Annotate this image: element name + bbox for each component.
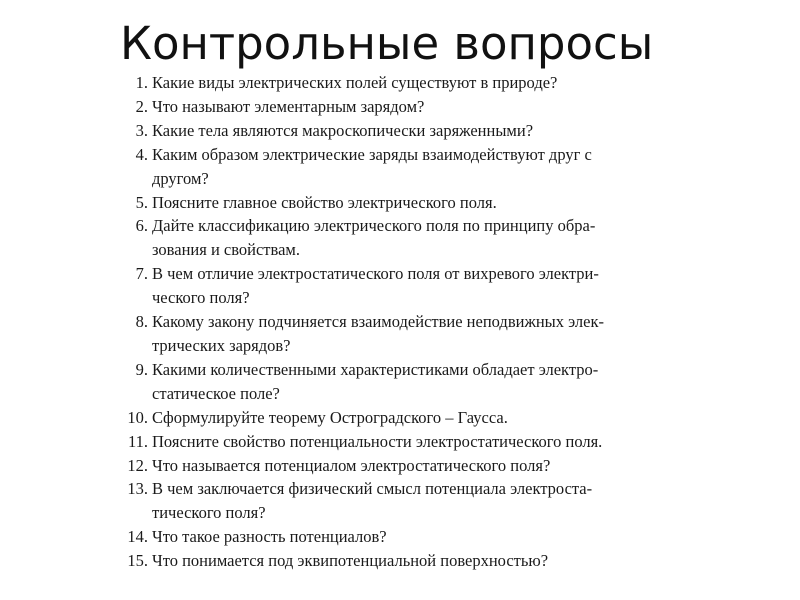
item-number: 9.: [135, 359, 148, 379]
item-text-line: тического поля?: [152, 503, 266, 523]
item-number: 10.: [127, 407, 148, 427]
item-text: Что называется потенциалом электростатического поля?: [152, 455, 551, 475]
list-item: [113, 477, 705, 525]
item-number: 3.: [135, 120, 148, 140]
list-item: [113, 454, 705, 478]
item-number: 4.: [135, 144, 148, 164]
list-item: [113, 549, 705, 573]
item-text-line: трических зарядов?: [152, 335, 291, 355]
item-text-line: Каким образом электрические заряды взаимодействуют друг с: [152, 144, 592, 164]
item-number: 8.: [135, 312, 148, 332]
item-text: Поясните свойство потенциальности электростатического поля.: [152, 431, 603, 451]
item-number: 14.: [127, 527, 148, 547]
item-text-line: В чем отличие электростатического поля от вихревого электри-: [152, 264, 599, 284]
item-text: Поясните главное свойство электрического поля.: [152, 192, 497, 212]
list-item: [113, 262, 705, 310]
item-text-line: другом?: [152, 168, 209, 188]
item-number: 2.: [135, 96, 148, 116]
list-item: [113, 358, 705, 406]
list-item: [113, 143, 705, 191]
item-text: Что такое разность потенциалов?: [152, 527, 387, 547]
list-item: [113, 525, 705, 549]
item-text: Сформулируйте теорему Остроградского – Гаусса.: [152, 407, 508, 427]
item-number: 12.: [127, 455, 148, 475]
item-text: Что понимается под эквипотенциальной поверхностью?: [152, 551, 549, 571]
page-title: Контрольные вопросы: [120, 17, 654, 70]
item-number: 5.: [135, 192, 148, 212]
questions-list: [113, 71, 705, 573]
item-number: 6.: [135, 216, 148, 236]
item-number: 7.: [135, 264, 148, 284]
item-text-line: Дайте классификацию электрического поля по принципу обра-: [152, 216, 596, 236]
list-item: [113, 406, 705, 430]
list-item: [113, 95, 705, 119]
item-number: 15.: [127, 551, 148, 571]
item-text-line: ческого поля?: [152, 288, 250, 308]
item-number: 1.: [135, 73, 148, 92]
item-text-line: статическое поле?: [152, 383, 280, 403]
list-item: [113, 214, 705, 262]
item-text-line: Какими количественными характеристиками обладает электро-: [152, 359, 599, 379]
item-text-line: В чем заключается физический смысл потенциала электроста-: [152, 479, 593, 499]
item-text-line: Какому закону подчиняется взаимодействие неподвижных элек-: [152, 312, 604, 332]
item-text-line: зования и свойствам.: [152, 240, 300, 260]
item-number: 13.: [127, 479, 148, 499]
item-text: Какие тела являются макроскопически заряженными?: [152, 120, 534, 140]
item-text: Какие виды электрических полей существуют в природе?: [152, 73, 558, 92]
list-item: [113, 71, 705, 95]
list-item: [113, 191, 705, 215]
item-text: Что называют элементарным зарядом?: [152, 96, 425, 116]
list-item: [113, 310, 705, 358]
list-item: [113, 119, 705, 143]
list-item: [113, 430, 705, 454]
item-number: 11.: [127, 431, 148, 451]
